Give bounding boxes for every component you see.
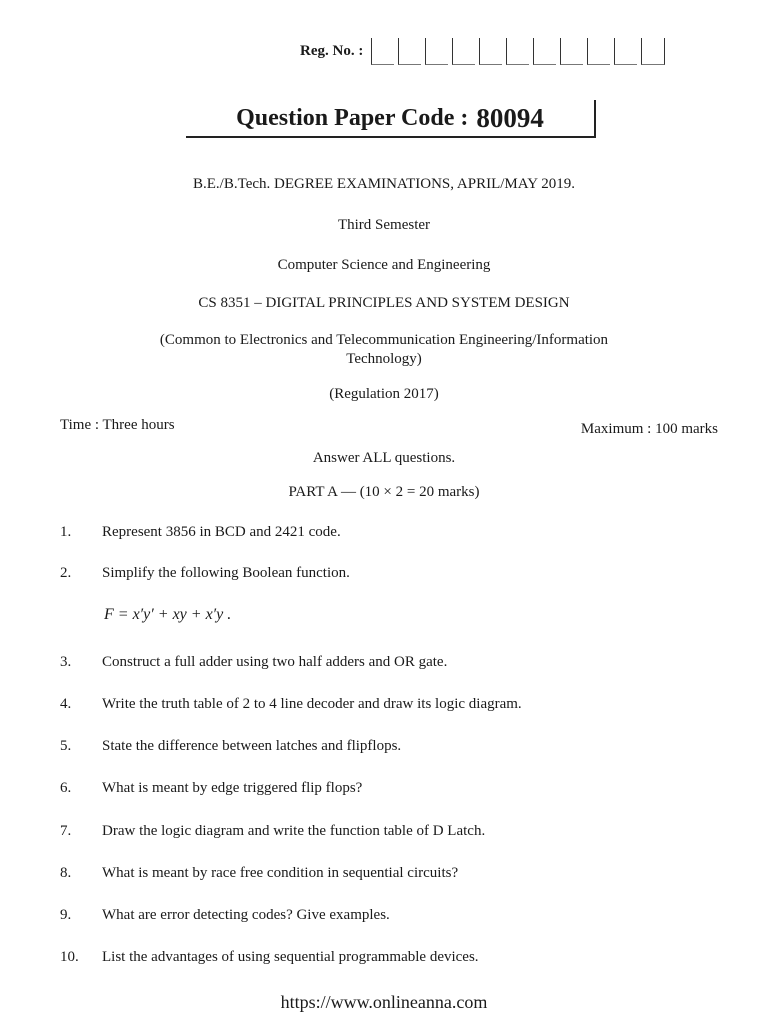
question-text: Construct a full adder using two half adders and OR gate.	[102, 654, 448, 670]
question-item	[60, 565, 350, 582]
question-paper-code-label: Question Paper Code :	[236, 104, 469, 131]
question-paper-code-value: 80094	[476, 102, 544, 133]
question-item	[60, 654, 447, 671]
reg-no-box	[398, 38, 421, 65]
reg-no-box	[506, 38, 529, 65]
reg-no-box	[479, 38, 502, 65]
question-item	[60, 823, 485, 840]
question-item	[60, 907, 390, 924]
question-text: Draw the logic diagram and write the function table of D Latch.	[102, 823, 486, 839]
instructions: Answer ALL questions.	[312, 450, 456, 466]
question-item	[60, 524, 341, 541]
common-to-line1: (Common to Electronics and Telecommunication Engineering/Information	[159, 332, 609, 348]
question-text: State the difference between latches and flipflops.	[102, 738, 402, 754]
exam-title: B.E./B.Tech. DEGREE EXAMINATIONS, APRIL/MAY 2019.	[192, 176, 575, 192]
question-text: Represent 3856 in BCD and 2421 code.	[102, 524, 341, 540]
reg-no-box	[614, 38, 637, 65]
question-number: 1.	[60, 524, 72, 540]
regulation: (Regulation 2017)	[329, 386, 439, 402]
part-a-heading: PART A — (10 × 2 = 20 marks)	[288, 484, 480, 500]
question-text: What are error detecting codes? Give examples.	[102, 907, 390, 923]
course-title: CS 8351 – DIGITAL PRINCIPLES AND SYSTEM DESIGN	[198, 295, 570, 311]
question-text: List the advantages of using sequential programmable devices.	[102, 949, 479, 965]
question-text: Write the truth table of 2 to 4 line decoder and draw its logic diagram.	[102, 696, 522, 712]
question-item	[60, 738, 401, 755]
reg-no-box	[425, 38, 448, 65]
question-number: 6.	[60, 780, 72, 796]
reg-no-box	[641, 38, 665, 65]
question-item	[60, 865, 458, 882]
question-item	[60, 780, 362, 797]
reg-no-box	[533, 38, 556, 65]
question-text: What is meant by edge triggered flip flops?	[102, 780, 363, 796]
registration-number	[300, 38, 669, 65]
question-number: 10.	[60, 949, 79, 965]
common-to	[0, 331, 768, 369]
reg-no-label: Reg. No. :	[300, 43, 364, 59]
reg-no-box	[371, 38, 394, 65]
question-text: Simplify the following Boolean function.	[102, 565, 350, 581]
department: Computer Science and Engineering	[277, 257, 491, 273]
common-to-line2: Technology)	[346, 351, 422, 367]
time-allowed: Time : Three hours	[60, 417, 175, 433]
boolean-formula: F = x′y′ + xy + x′y .	[104, 606, 232, 623]
question-number: 8.	[60, 865, 72, 881]
question-item	[60, 696, 522, 713]
question-item	[60, 949, 479, 966]
question-number: 3.	[60, 654, 72, 670]
question-number: 9.	[60, 907, 72, 923]
semester: Third Semester	[337, 217, 431, 233]
question-paper-code	[186, 100, 596, 138]
question-number: 4.	[60, 696, 72, 712]
reg-no-box	[560, 38, 583, 65]
question-text: What is meant by race free condition in sequential circuits?	[102, 865, 459, 881]
maximum-marks: Maximum : 100 marks	[580, 421, 718, 437]
question-number: 5.	[60, 738, 72, 754]
reg-no-box	[587, 38, 610, 65]
question-number: 7.	[60, 823, 72, 839]
question-number: 2.	[60, 565, 72, 581]
reg-no-boxes	[371, 38, 669, 65]
footer-url: https://www.onlineanna.com	[280, 992, 488, 1012]
reg-no-box	[452, 38, 475, 65]
